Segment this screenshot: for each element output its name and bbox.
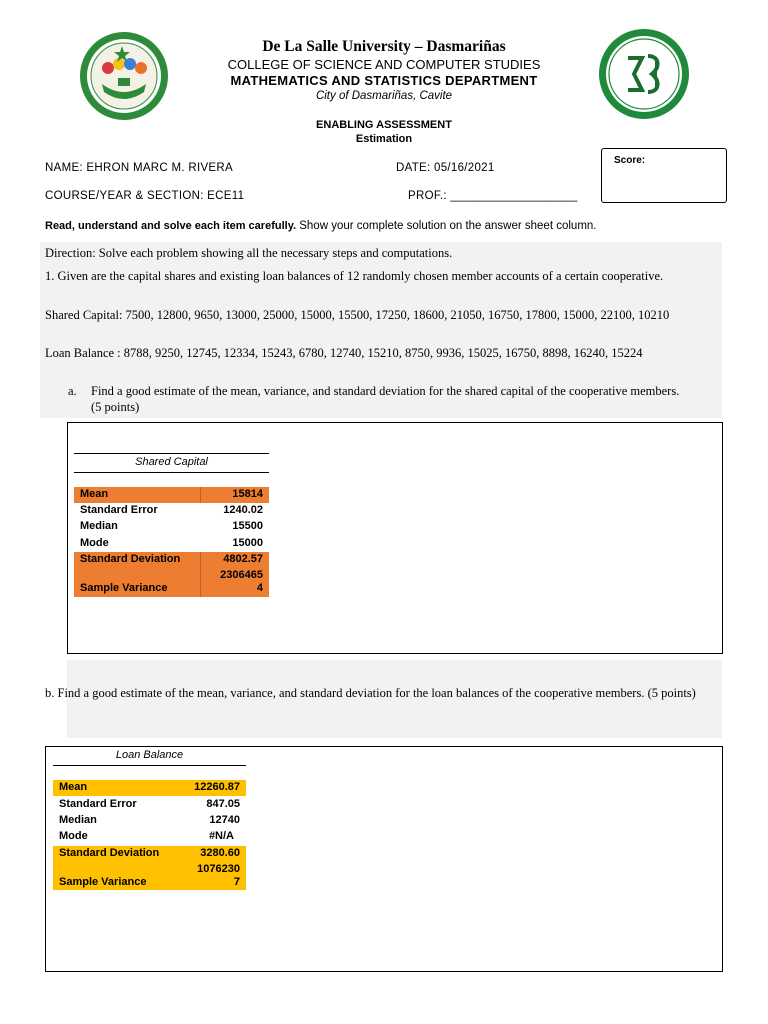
stat-label: Mean	[59, 781, 88, 793]
stat-value-line2: 7	[233, 876, 240, 888]
score-box	[601, 148, 727, 203]
table-a-row-mean	[74, 487, 269, 503]
instructions-text: Show your complete solution on the answer sheet column.	[296, 220, 597, 232]
stat-value-line1: 2306465	[220, 569, 263, 581]
table-b-top-rule	[53, 746, 246, 747]
table-b-row-sample-variance	[53, 862, 246, 890]
college-name: COLLEGE OF SCIENCE AND COMPUTER STUDIES	[227, 57, 541, 72]
stat-value: 1240.02	[223, 504, 263, 516]
stat-value: #N/A	[208, 830, 234, 842]
stat-value-line1: 1076230	[197, 863, 240, 875]
table-a-title: Shared Capital	[135, 456, 208, 468]
assessment-title: ENABLING ASSESSMENT	[316, 119, 452, 131]
city-name: City of Dasmariñas, Cavite	[315, 90, 453, 102]
stat-label: Mean	[80, 488, 109, 500]
part-a-text: Find a good estimate of the mean, variance, and standard deviation for the shared capital of the cooperative members. (5 points)	[91, 384, 680, 414]
stat-label: Median	[59, 814, 97, 826]
stat-label: Sample Variance	[80, 582, 168, 594]
student-name: NAME: EHRON MARC M. RIVERA	[45, 162, 233, 174]
stat-label: Standard Error	[59, 798, 137, 810]
assessment-topic: Estimation	[355, 133, 413, 145]
part-a-letter: a.	[68, 384, 77, 398]
stat-value: 15814	[232, 488, 263, 500]
university-name: De La Salle University – Dasmariñas	[262, 38, 506, 55]
stat-label: Median	[80, 520, 118, 532]
stat-label: Standard Deviation	[59, 847, 160, 859]
stat-value-line2: 4	[256, 582, 263, 594]
instructions-bold: Read, understand and solve each item carefully.	[45, 220, 297, 232]
direction-text: Direction: Solve each problem showing all the necessary steps and computations.	[45, 246, 453, 260]
score-label: Score:	[614, 155, 646, 166]
stat-value: 12740	[209, 814, 240, 826]
table-b-row-standard-error	[53, 797, 246, 813]
table-b-title-rule	[53, 765, 246, 766]
professor-field: PROF.: ___________________	[408, 190, 578, 202]
stat-label: Sample Variance	[59, 876, 147, 888]
department-name: MATHEMATICS AND STATISTICS DEPARTMENT	[230, 73, 538, 88]
table-a-row-sample-variance	[74, 568, 269, 597]
loan-balance-data: Loan Balance : 8788, 9250, 12745, 12334, 15243, 6780, 12740, 15210, 8750, 9936, 15025, 16750, 8898, 16240, 15224	[45, 346, 643, 360]
instructions	[45, 220, 597, 232]
table-b-row-standard-deviation	[53, 846, 246, 862]
stat-value: 4802.57	[223, 553, 263, 565]
table-b-row-median	[53, 813, 246, 829]
table-a-top-rule	[74, 453, 269, 454]
item-1-text: 1. Given are the capital shares and existing loan balances of 12 randomly chosen member accounts of a certain cooperative.	[45, 269, 664, 283]
stat-value: 3280.60	[200, 847, 240, 859]
stat-value: 847.05	[206, 798, 240, 810]
table-a-divider	[200, 487, 201, 503]
table-b-row-mean	[53, 780, 246, 796]
stat-label: Mode	[59, 830, 88, 842]
date-field: DATE: 05/16/2021	[396, 162, 495, 174]
stat-label: Standard Deviation	[80, 553, 181, 565]
table-a-row-median	[74, 519, 269, 535]
table-a-row-standard-deviation	[74, 552, 269, 568]
table-b-title: Loan Balance	[115, 749, 184, 761]
part-b-text: b. Find a good estimate of the mean, variance, and standard deviation for the loan balances of the cooperative members. (5 points)	[45, 686, 696, 700]
stat-value: 15500	[232, 520, 263, 532]
table-a-row-mode	[74, 536, 269, 552]
stat-value: 12260.87	[194, 781, 240, 793]
table-a-title-rule	[74, 472, 269, 473]
shared-capital-data: Shared Capital: 7500, 12800, 9650, 13000, 25000, 15000, 15500, 17250, 18600, 21050, 16750, 17800, 15000, 22100, 10210	[45, 308, 670, 322]
stat-label: Standard Error	[80, 504, 158, 516]
stat-value: 15000	[232, 537, 263, 549]
table-b-row-mode	[53, 829, 246, 845]
table-a-divider	[200, 552, 201, 597]
stat-label: Mode	[80, 537, 109, 549]
course-section: COURSE/YEAR & SECTION: ECE11	[45, 190, 245, 202]
table-a-row-standard-error	[74, 503, 269, 519]
